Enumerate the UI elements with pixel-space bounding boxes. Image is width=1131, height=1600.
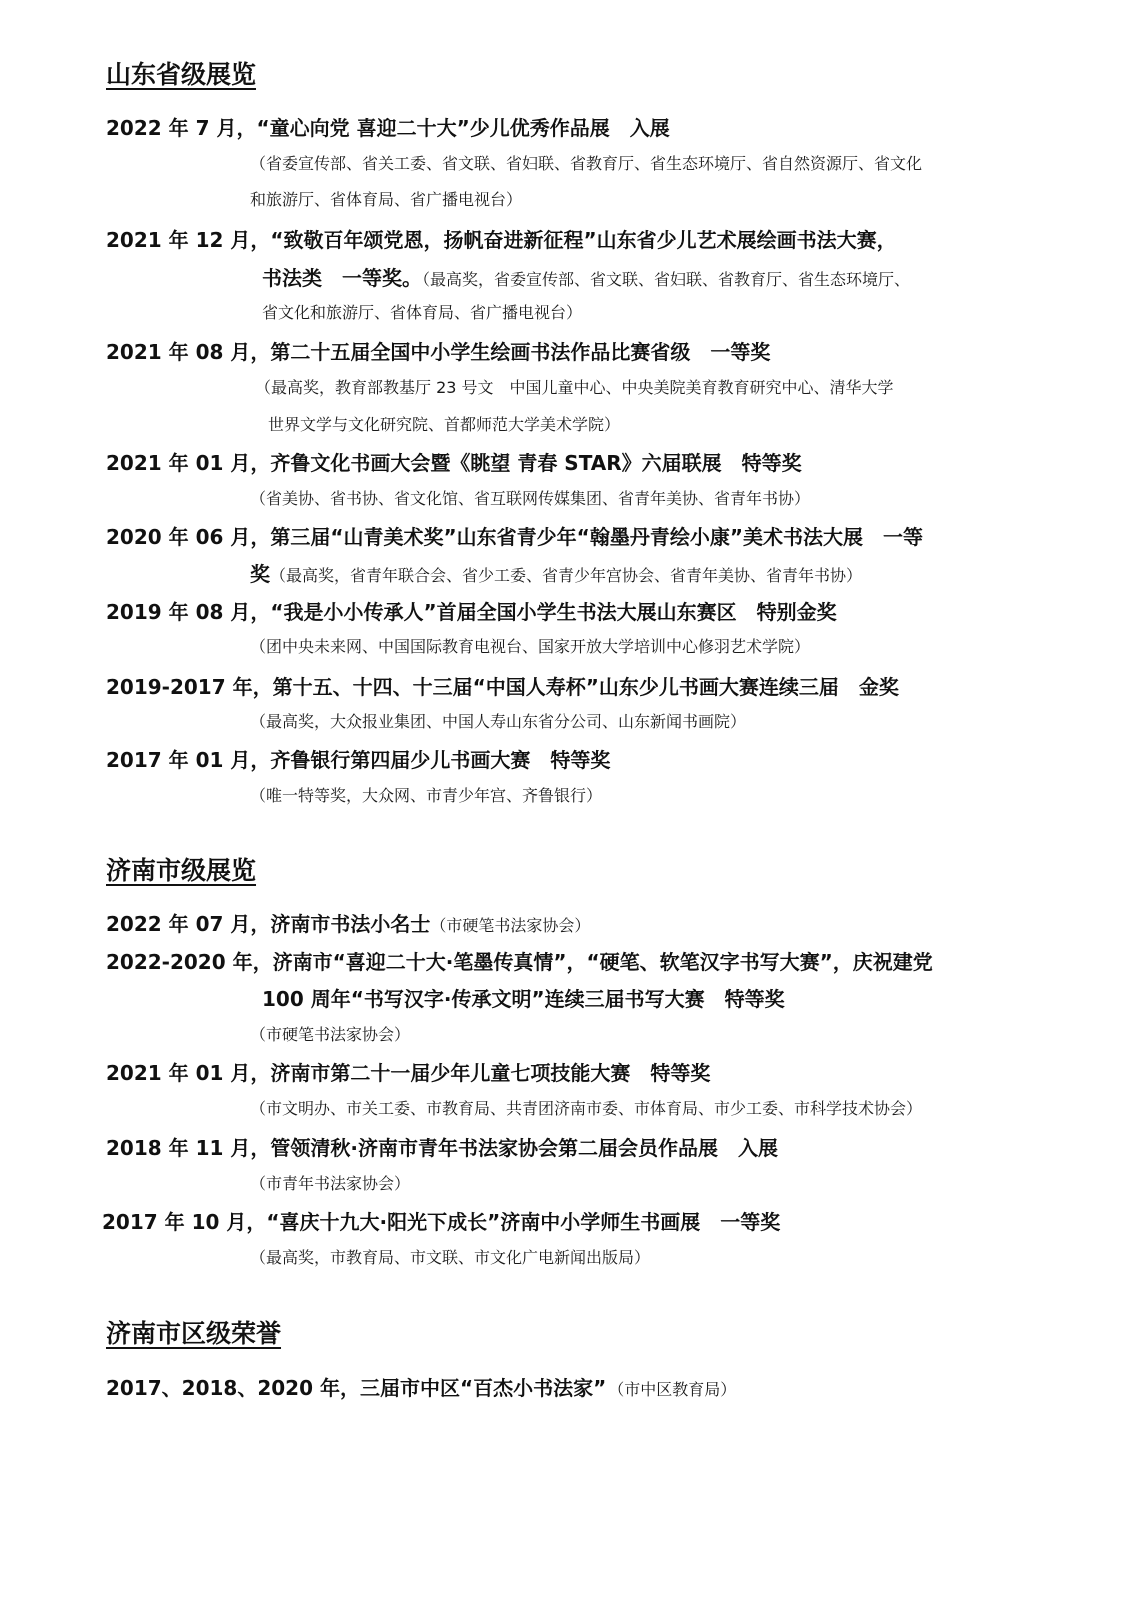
entry-award: 书法类 一等奖。 — [262, 266, 422, 290]
entry-main: 2021 年 01 月，齐鲁文化书画大会暨《眺望 青春 STAR》六届联展 特等奖 — [106, 451, 802, 475]
entry-title: 2022 年 07 月，济南市书法小名士 — [106, 912, 431, 936]
entry-title: 2017、2018、2020 年，三届市中区“百杰小书法家” — [106, 1376, 607, 1400]
entry-organizers: （省委宣传部、省关工委、省文联、省妇联、省教育厅、省生态环境厅、省自然资源厅、省文化 — [250, 154, 923, 173]
entry-main: 2020 年 06 月，第三届“山青美术奖”山东省青少年“翰墨丹青绘小康”美术书法大展 一等 — [106, 525, 923, 549]
entry-organizers: （团中央未来网、中国国际教育电视台、国家开放大学培训中心修羽艺术学院） — [250, 637, 811, 656]
entry-organizers: 和旅游厅、省体育局、省广播电视台） — [250, 190, 523, 209]
entry-organizers: （市硬笔书法家协会） — [250, 1025, 411, 1044]
entry-organizers: （最高奖，大众报业集团、中国人寿山东省分公司、山东新闻书画院） — [250, 712, 747, 731]
entry-main — [106, 1378, 736, 1398]
entry-organizers: （市硬笔书法家协会） — [430, 916, 591, 935]
entry-organizers: （市中区教育局） — [616, 1380, 737, 1399]
entry-main — [262, 268, 910, 288]
entry-main: 2021 年 01 月，济南市第二十一届少年儿童七项技能大赛 特等奖 — [106, 1061, 711, 1085]
entry-main: 2021 年 12 月，“致敬百年颂党恩，扬帆奋进新征程”山东省少儿艺术展绘画书法大赛， — [106, 228, 897, 252]
entry-main: 2019-2017 年，第十五、十四、十三届“中国人寿杯”山东少儿书画大赛连续三届 金奖 — [106, 675, 899, 699]
entry-main: 2017 年 10 月，“喜庆十九大·阳光下成长”济南中小学师生书画展 一等奖 — [102, 1210, 781, 1234]
entry-organizers: （最高奖，教育部教基厅 23 号文 中国儿童中心、中央美院美育教育研究中心、清华大学 — [255, 378, 894, 397]
section-heading-city: 济南市级展览 — [106, 856, 257, 885]
entry-award: 奖 — [250, 562, 270, 586]
section-heading-provincial: 山东省级展览 — [106, 60, 257, 89]
entry-main: 2017 年 01 月，齐鲁银行第四届少儿书画大赛 特等奖 — [106, 748, 611, 772]
entry-organizers: 省文化和旅游厅、省体育局、省广播电视台） — [262, 303, 583, 322]
entry-main — [106, 914, 590, 934]
entry-organizers: （最高奖，市教育局、市文联、市文化广电新闻出版局） — [250, 1248, 651, 1267]
section-heading-district: 济南市区级荣誉 — [106, 1319, 282, 1348]
entry-main: 2018 年 11 月，管领清秋·济南市青年书法家协会第二届会员作品展 入展 — [106, 1136, 778, 1160]
entry-organizers: （市文明办、市关工委、市教育局、共青团济南市委、市体育局、市少工委、市科学技术协会） — [250, 1099, 923, 1118]
entry-main: 2022 年 7 月，“童心向党 喜迎二十大”少儿优秀作品展 入展 — [106, 116, 670, 140]
entry-organizers: （最高奖，省青年联合会、省少工委、省青少年宫协会、省青年美协、省青年书协） — [270, 566, 863, 585]
entry-main — [250, 564, 862, 584]
entry-organizers: 世界文学与文化研究院、首都师范大学美术学院） — [268, 415, 621, 434]
entry-main: 100 周年“书写汉字·传承文明”连续三届书写大赛 特等奖 — [262, 987, 785, 1011]
entry-organizers: （省美协、省书协、省文化馆、省互联网传媒集团、省青年美协、省青年书协） — [250, 489, 811, 508]
entry-organizers: （市青年书法家协会） — [250, 1174, 411, 1193]
entry-organizers: （最高奖，省委宣传部、省文联、省妇联、省教育厅、省生态环境厅、 — [422, 270, 911, 289]
entry-main: 2022-2020 年，济南市“喜迎二十大·笔墨传真情”，“硬笔、软笔汉字书写大赛”，庆祝建党 — [106, 950, 933, 974]
entry-main: 2021 年 08 月，第二十五届全国中小学生绘画书法作品比赛省级 一等奖 — [106, 340, 771, 364]
entry-main: 2019 年 08 月，“我是小小传承人”首届全国小学生书法大展山东赛区 特别金奖 — [106, 600, 837, 624]
entry-organizers: （唯一特等奖，大众网、市青少年宫、齐鲁银行） — [250, 786, 603, 805]
